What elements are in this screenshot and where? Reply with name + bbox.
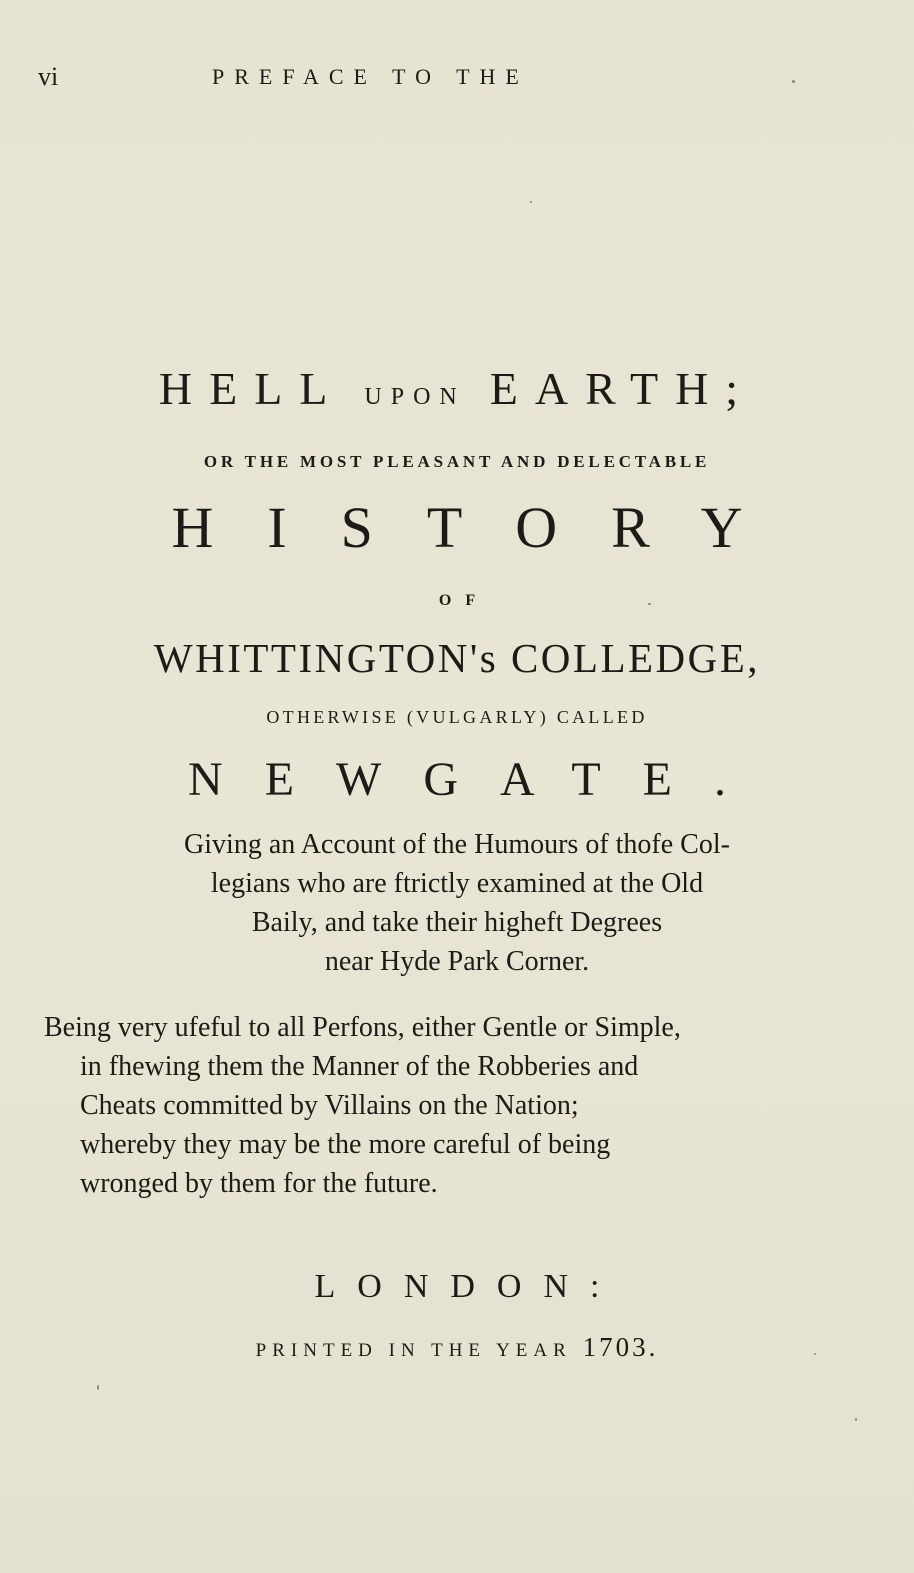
description-line: legians who are ftrictly examined at the Old: [210, 868, 704, 899]
usefulness-line: in fhewing them the Manner of the Robberies and: [80, 1051, 639, 1082]
description-paragraph: [36, 825, 878, 981]
description-line: Giving an Account of the Humours of thofe Col-: [184, 829, 730, 860]
title-upon: UPON: [364, 384, 466, 410]
usefulness-line: Cheats committed by Villains on the Nation;: [80, 1090, 579, 1121]
title-history: HISTORY: [171, 495, 797, 560]
description-line: Baily, and take their higheft Degrees: [251, 907, 663, 938]
usefulness-line: wronged by them for the future.: [80, 1168, 438, 1199]
title-earth: EARTH;: [489, 363, 756, 414]
paper-speck: [855, 1418, 857, 1421]
description-line: near Hyde Park Corner.: [324, 946, 590, 977]
page-header: [38, 62, 878, 102]
title-hell-upon-earth: [0, 362, 914, 415]
imprint-year: 1703.: [582, 1332, 659, 1362]
imprint-line: [0, 1332, 914, 1363]
imprint-printed-in: PRINTED IN THE YEAR: [255, 1340, 572, 1361]
usefulness-paragraph: [44, 1008, 876, 1203]
title-college: WHITTINGTON's COLLEDGE,: [153, 635, 761, 681]
paper-speck: [97, 1385, 99, 1390]
paper-speck: [792, 80, 795, 83]
paper-speck: [530, 201, 532, 203]
page-number: vi: [38, 62, 59, 91]
usefulness-line: Being very ufeful to all Perfons, either Gentle or Simple,: [44, 1012, 681, 1043]
imprint-city: LONDON:: [314, 1268, 622, 1305]
title-hell: HELL: [158, 363, 345, 414]
title-subtitle: OR THE MOST PLEASANT AND DELECTABLE: [203, 452, 711, 471]
title-otherwise-called: OTHERWISE (VULGARLY) CALLED: [266, 707, 648, 727]
usefulness-line: whereby they may be the more careful of being: [80, 1129, 611, 1160]
running-head: PREFACE TO THE: [212, 64, 529, 89]
title-of: OF: [438, 592, 490, 609]
title-newgate: NEWGATE.: [188, 753, 768, 806]
paper-speck: [648, 603, 651, 605]
paper-speck: [814, 1353, 816, 1355]
